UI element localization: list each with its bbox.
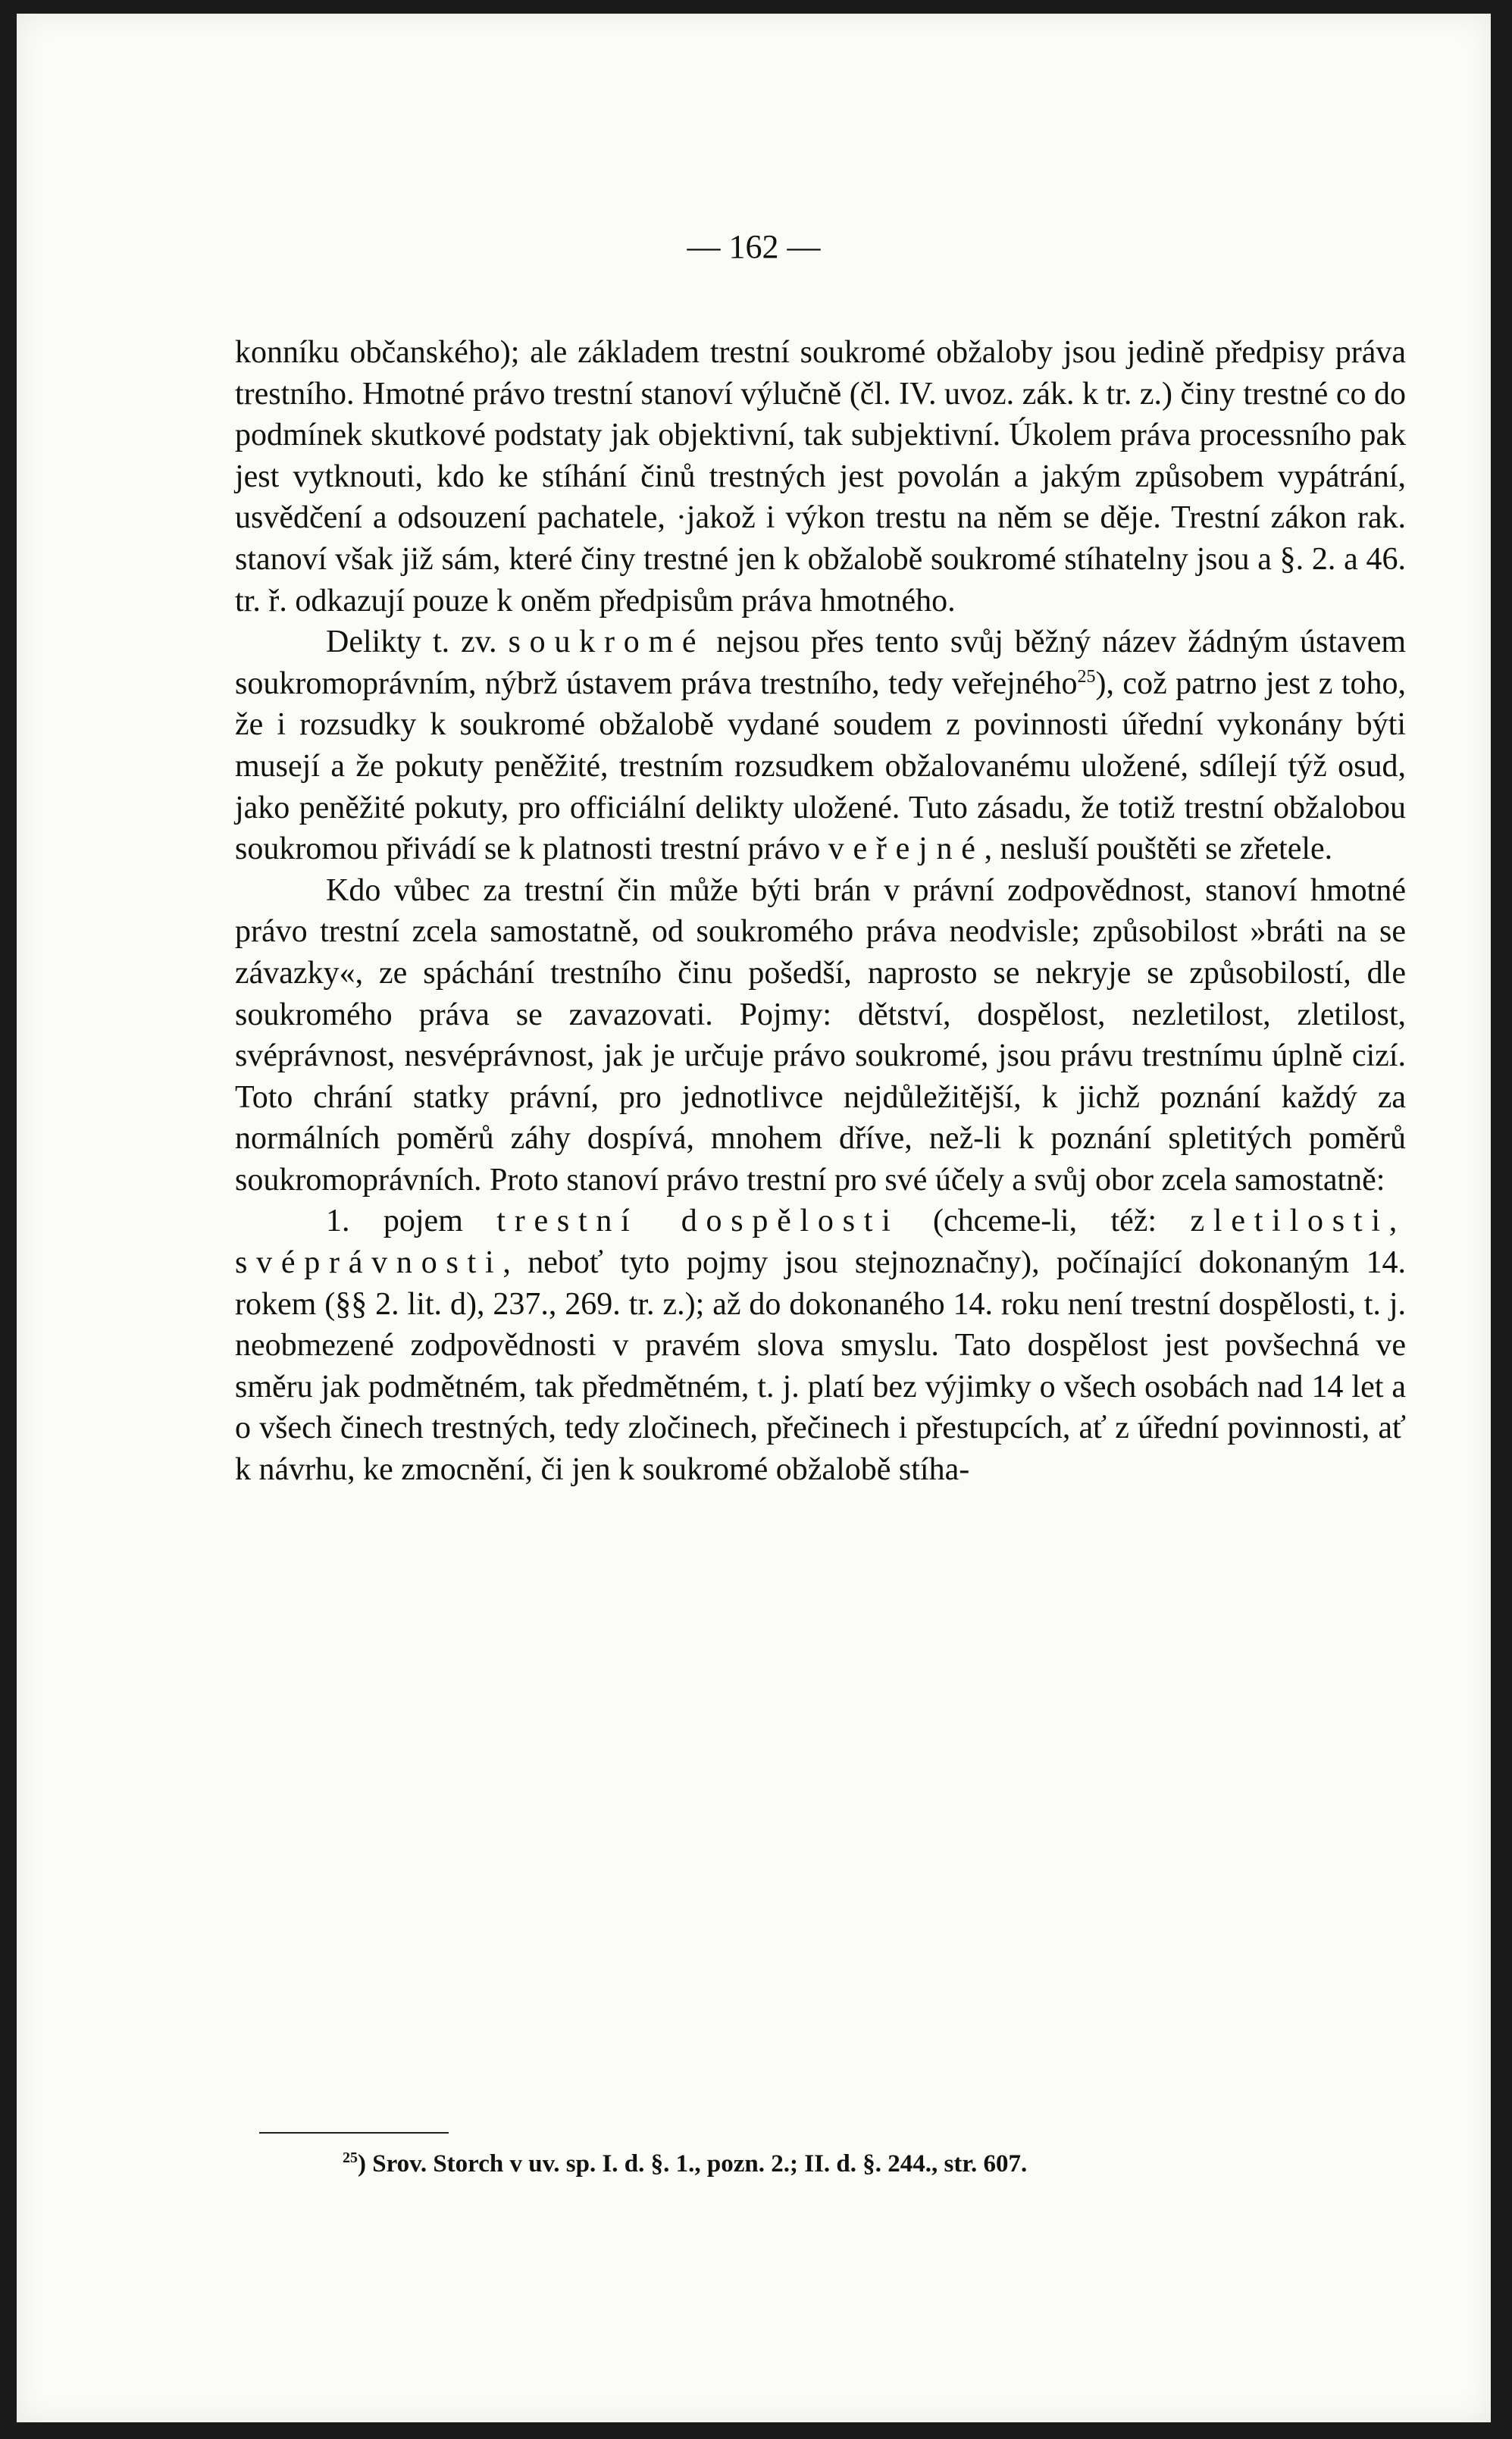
paragraph-4-part-e: , neboť tyto pojmy jsou stejnoznačny), počínající dokonaným 14. rokem (§§ 2. lit. d), 237., 269. tr. z.); až do dokonaného 14. roku není trestní dospělosti, t. j. neobmezené zodpovědnosti v pravém slova smyslu. Tato dospělost jest povšechná ve směru jak podmětném, tak předmětném, t. j. platí bez výjimky o všech osobách nad 14 let a o všech činech trestných, tedy zločinech, přečinech i přestupcích, ať z úřední povinnosti, ať k návrhu, ke zmocnění, či jen k soukromé obžalobě stíha- [235, 1245, 1406, 1488]
paragraph-3: Kdo vůbec za trestní čin může býti brán v právní zodpovědnost, stanoví hmotné právo trestní zcela samostatně, od soukromého práva neodvisle; způsobilost »bráti na se závazky«, ze spáchání trestního činu pošedší, naprosto se nekryje se způsobilostí, dle soukromého práva se zavazovati. Pojmy: dětství, dospělost, nezletilost, zletilost, svéprávnost, nesvéprávnost, jak je určuje právo soukromé, jsou právu trestnímu úplně cizí. Toto chrání statky právní, pro jednotlivce nejdůležitější, k jichž poznání každý za normálních poměrů záhy dospívá, mnohem dříve, než-li k poznání spletitých poměrů soukromoprávních. Proto stanoví právo trestní pro své účely a svůj obor zcela samostatně: [235, 872, 1406, 1198]
book-page [17, 14, 1491, 2422]
paragraph-2 [235, 621, 1406, 870]
emphasis-zletilosti-svepravnosti: zletilosti, svéprávnosti [235, 1204, 1407, 1281]
paragraph-2-part-d: ), což patrno jest z toho, že i rozsudky k soukromé obžalobě vydané soudem z povinnosti úřední vykonány býti musejí a že pokuty peněžité, trestním rozsudkem obžalovanému uložené, sdílejí týž osud, jako peněžité pokuty, pro officiální delikty uložené. Tuto zásadu, že totiž trestní obžalobou soukromou přivádí se k platnosti trestní právo [235, 665, 1407, 867]
paragraph-4-part-c: (chceme-li, též: [933, 1204, 1157, 1239]
page-number: — 162 — [687, 228, 821, 265]
emphasis-verejne: veřejné [828, 831, 985, 867]
footnote-text [259, 2150, 1411, 2178]
footnote-rule [259, 2132, 449, 2134]
emphasis-trestni-dospelosti: trestní dospělosti [496, 1204, 900, 1239]
paragraph-2-part-c: nejsou přes tento svůj běžný název žádným ústavem soukromoprávním, nýbrž ústavem práva trestního, tedy veřejného [235, 625, 1407, 701]
footnote-block [259, 2132, 1411, 2178]
paragraph-2-part-a: Delikty t. zv. [326, 625, 497, 660]
paragraph-2-part-f: , nesluší pouštěti se zřetele. [984, 831, 1333, 867]
footnote-content: ) Srov. Storch v uv. sp. I. d. §. 1., pozn. 2.; II. d. §. 244., str. 607. [358, 2150, 1028, 2178]
paragraph-1: konníku občanského); ale základem trestní soukromé obžaloby jsou jedině předpisy práva trestního. Hmotné právo trestní stanoví výlučně (čl. IV. uvoz. zák. k tr. z.) činy trestné co do podmínek skutkové podstaty jak objektivní, tak subjektivní. Úkolem práva processního pak jest vytknouti, kdo ke stíhání činů trestných jest povolán a jakým způsobem vypátrání, usvědčení a odsouzení pachatele, ·jakož i výkon trestu na něm se děje. Trestní zákon rak. stanoví však již sám, které činy trestné jen k obžalobě soukromé stíhatelny jsou a §. 2. a 46. tr. ř. odkazují pouze k oněm předpisům práva hmotného. [235, 335, 1406, 618]
footnote-marker: 25 [343, 2149, 358, 2166]
footnote-reference: 25 [1077, 666, 1096, 687]
paragraph-4 [235, 1201, 1406, 1490]
body-text [235, 332, 1406, 1491]
emphasis-soukrome: soukromé [508, 625, 706, 660]
paragraph-4-part-a: 1. pojem [326, 1204, 463, 1239]
